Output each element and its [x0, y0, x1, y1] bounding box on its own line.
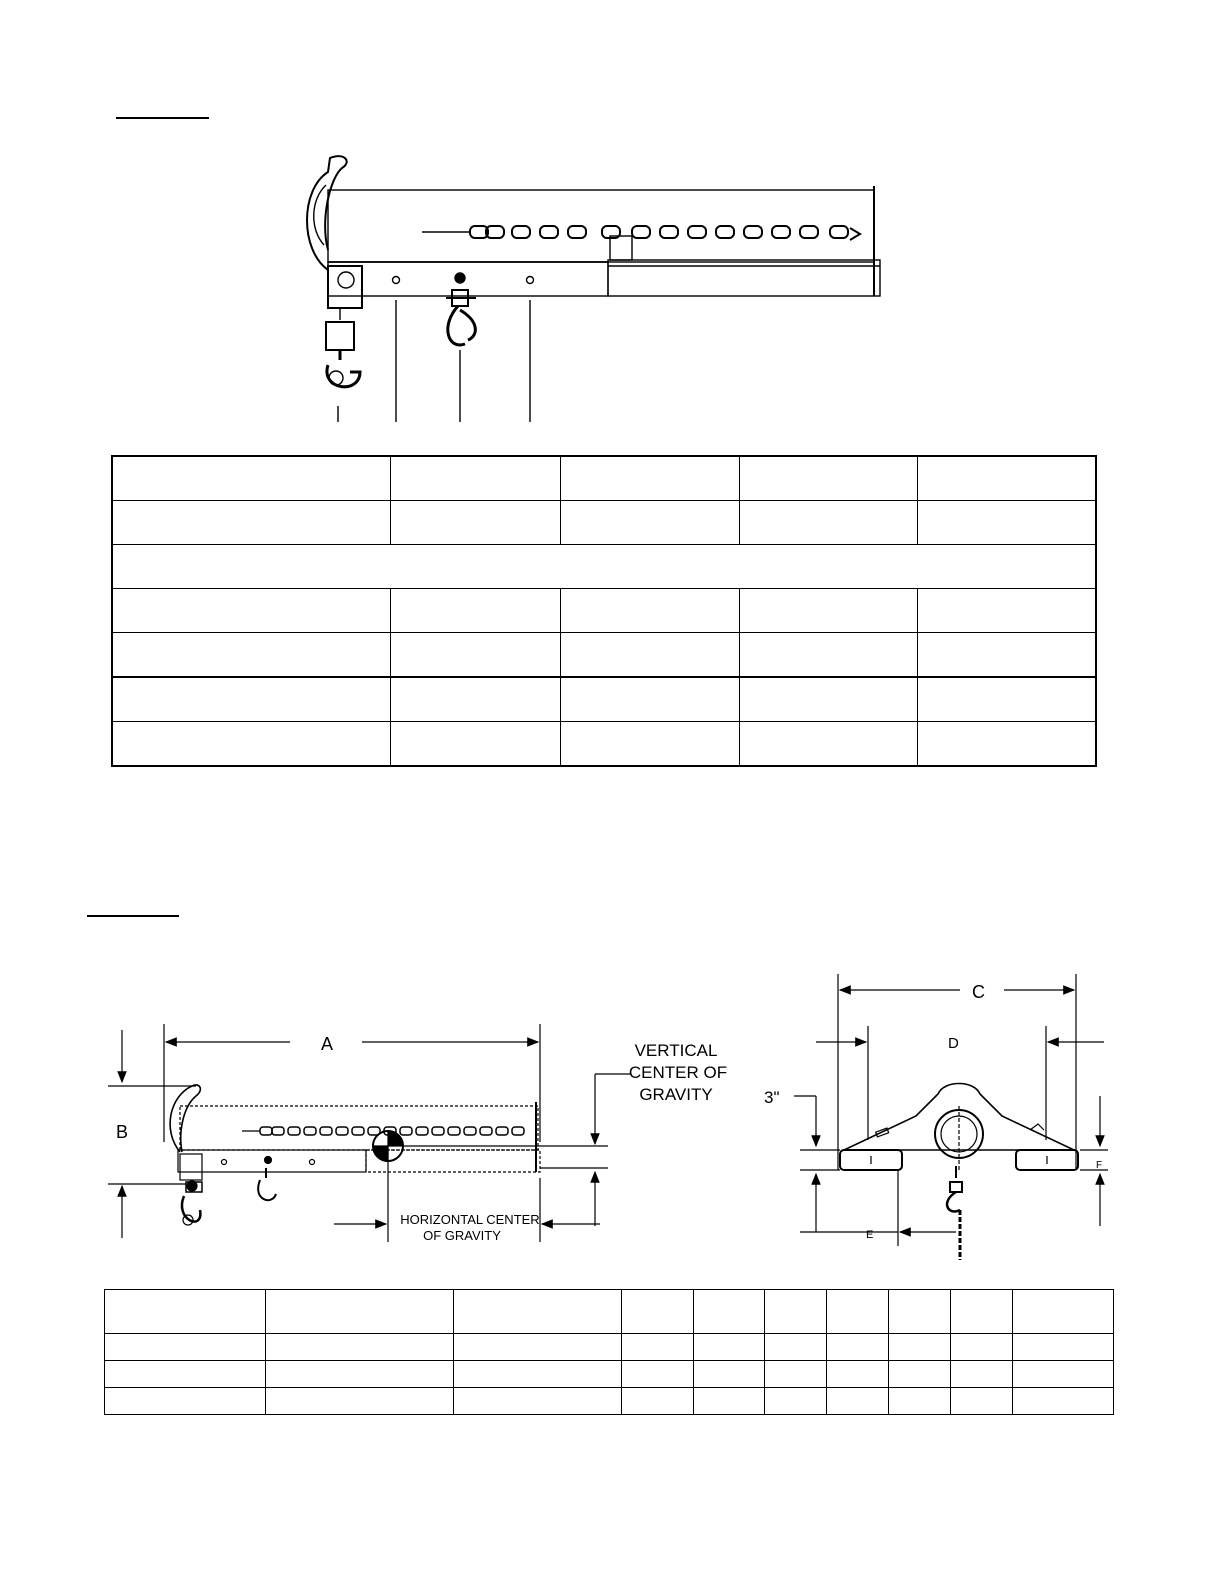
boom-tube: [328, 190, 874, 262]
boom-hook-positions-drawing: [290, 150, 890, 430]
boom-hanger-hook: [307, 156, 347, 270]
table-row: [105, 1388, 1114, 1415]
horizontal-cg-label-line1: HORIZONTAL CENTER: [400, 1212, 540, 1227]
table-row: [112, 677, 1096, 722]
boom-dimension-side-view: [100, 1010, 740, 1250]
section-1-heading-rule: [116, 117, 209, 119]
middle-hook: [448, 306, 476, 345]
dimension-specification-table: [104, 1289, 1114, 1415]
dim-e-label: E: [866, 1229, 874, 1241]
dim-3in-label: 3": [764, 1088, 780, 1107]
boom-dimension-end-view: [760, 970, 1110, 1260]
hook-position-capacity-table: [111, 455, 1097, 767]
dim-a-label: A: [321, 1034, 334, 1054]
table-row: [112, 545, 1096, 589]
chain: [470, 226, 860, 240]
section-2-heading-rule: [87, 915, 179, 917]
table-row: [105, 1361, 1114, 1388]
table-row: [112, 633, 1096, 678]
table-row: [105, 1334, 1114, 1361]
dim-d-label: D: [948, 1035, 959, 1052]
vertical-cg-label-line1: VERTICAL: [634, 1041, 718, 1060]
vertical-cg-label-line2: CENTER OF: [628, 1063, 728, 1082]
dim-c-label: C: [972, 982, 985, 1002]
dim-b-label: B: [116, 1122, 129, 1142]
table-row: [112, 501, 1096, 545]
table-row: [112, 456, 1096, 501]
table-header-row: [105, 1290, 1114, 1334]
swivel-hook-left: [326, 322, 354, 350]
table-row: [112, 722, 1096, 767]
vertical-cg-label-line3: GRAVITY: [639, 1085, 713, 1104]
horizontal-cg-label-line2: OF GRAVITY: [423, 1228, 501, 1243]
table-row: [112, 589, 1096, 633]
dim-f-label: F: [1096, 1160, 1103, 1171]
